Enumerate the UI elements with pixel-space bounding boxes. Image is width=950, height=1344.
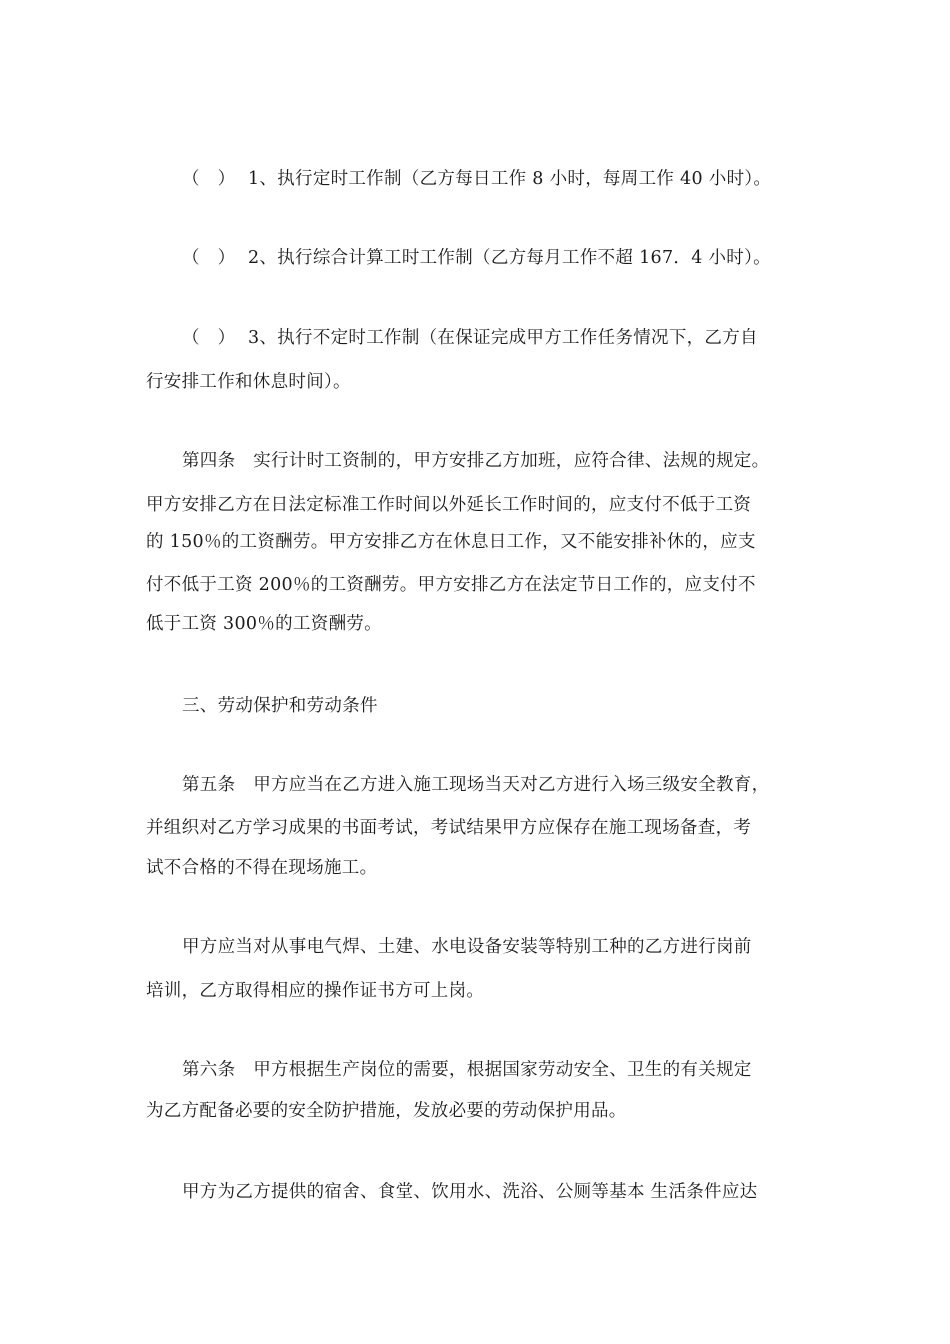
section-heading: 三、劳动保护和劳动条件 [182, 696, 378, 716]
paragraph-line: 行安排工作和休息时间）。 [146, 372, 351, 392]
paragraph-line: 培训，乙方取得相应的操作证书方可上岗。 [146, 981, 485, 1001]
paragraph-line: 甲方应当对从事电气焊、土建、水电设备安装等特别工种的乙方进行岗前 [182, 937, 752, 957]
paragraph-line: 的 150％的工资酬劳。甲方安排乙方在休息日工作，又不能安排补休的，应支 [146, 532, 756, 552]
checkbox-paren[interactable]: （ ） [182, 248, 236, 268]
paragraph-line: 低于工资 300％的工资酬劳。 [146, 614, 382, 634]
checkbox-paren[interactable]: （ ） [182, 328, 236, 348]
option-line-1 [182, 167, 771, 191]
paragraph-line: 为乙方配备必要的安全防护措施，发放必要的劳动保护用品。 [146, 1101, 627, 1121]
article-5-line: 第五条 甲方应当在乙方进入施工现场当天对乙方进行入场三级安全教育， [182, 775, 770, 795]
option-line-3 [182, 326, 758, 350]
checkbox-paren[interactable]: （ ） [182, 169, 236, 189]
paragraph-line: 试不合格的不得在现场施工。 [146, 858, 378, 878]
line-text: 1、执行定时工作制（乙方每日工作 8 小时，每周工作 40 小时）。 [248, 169, 772, 189]
line-text: 3、执行不定时工作制（在保证完成甲方工作任务情况下，乙方自 [248, 328, 758, 348]
line-text: 2、执行综合计算工时工作制（乙方每月工作不超 167．4 小时）。 [248, 248, 771, 268]
paragraph-line: 并组织对乙方学习成果的书面考试，考试结果甲方应保存在施工现场备查，考 [146, 818, 752, 838]
option-line-2 [182, 246, 771, 270]
paragraph-line: 甲方安排乙方在日法定标准工作时间以外延长工作时间的，应支付不低于工资 [146, 495, 752, 515]
article-6-line: 第六条 甲方根据生产岗位的需要，根据国家劳动安全、卫生的有关规定 [182, 1060, 752, 1080]
article-4-line: 第四条 实行计时工资制的，甲方安排乙方加班，应符合律、法规的规定。 [182, 451, 770, 471]
paragraph-line: 甲方为乙方提供的宿舍、食堂、饮用水、洗浴、公厕等基本 生活条件应达 [182, 1182, 758, 1202]
paragraph-line: 付不低于工资 200％的工资酬劳。甲方安排乙方在法定节日工作的，应支付不 [146, 575, 756, 595]
